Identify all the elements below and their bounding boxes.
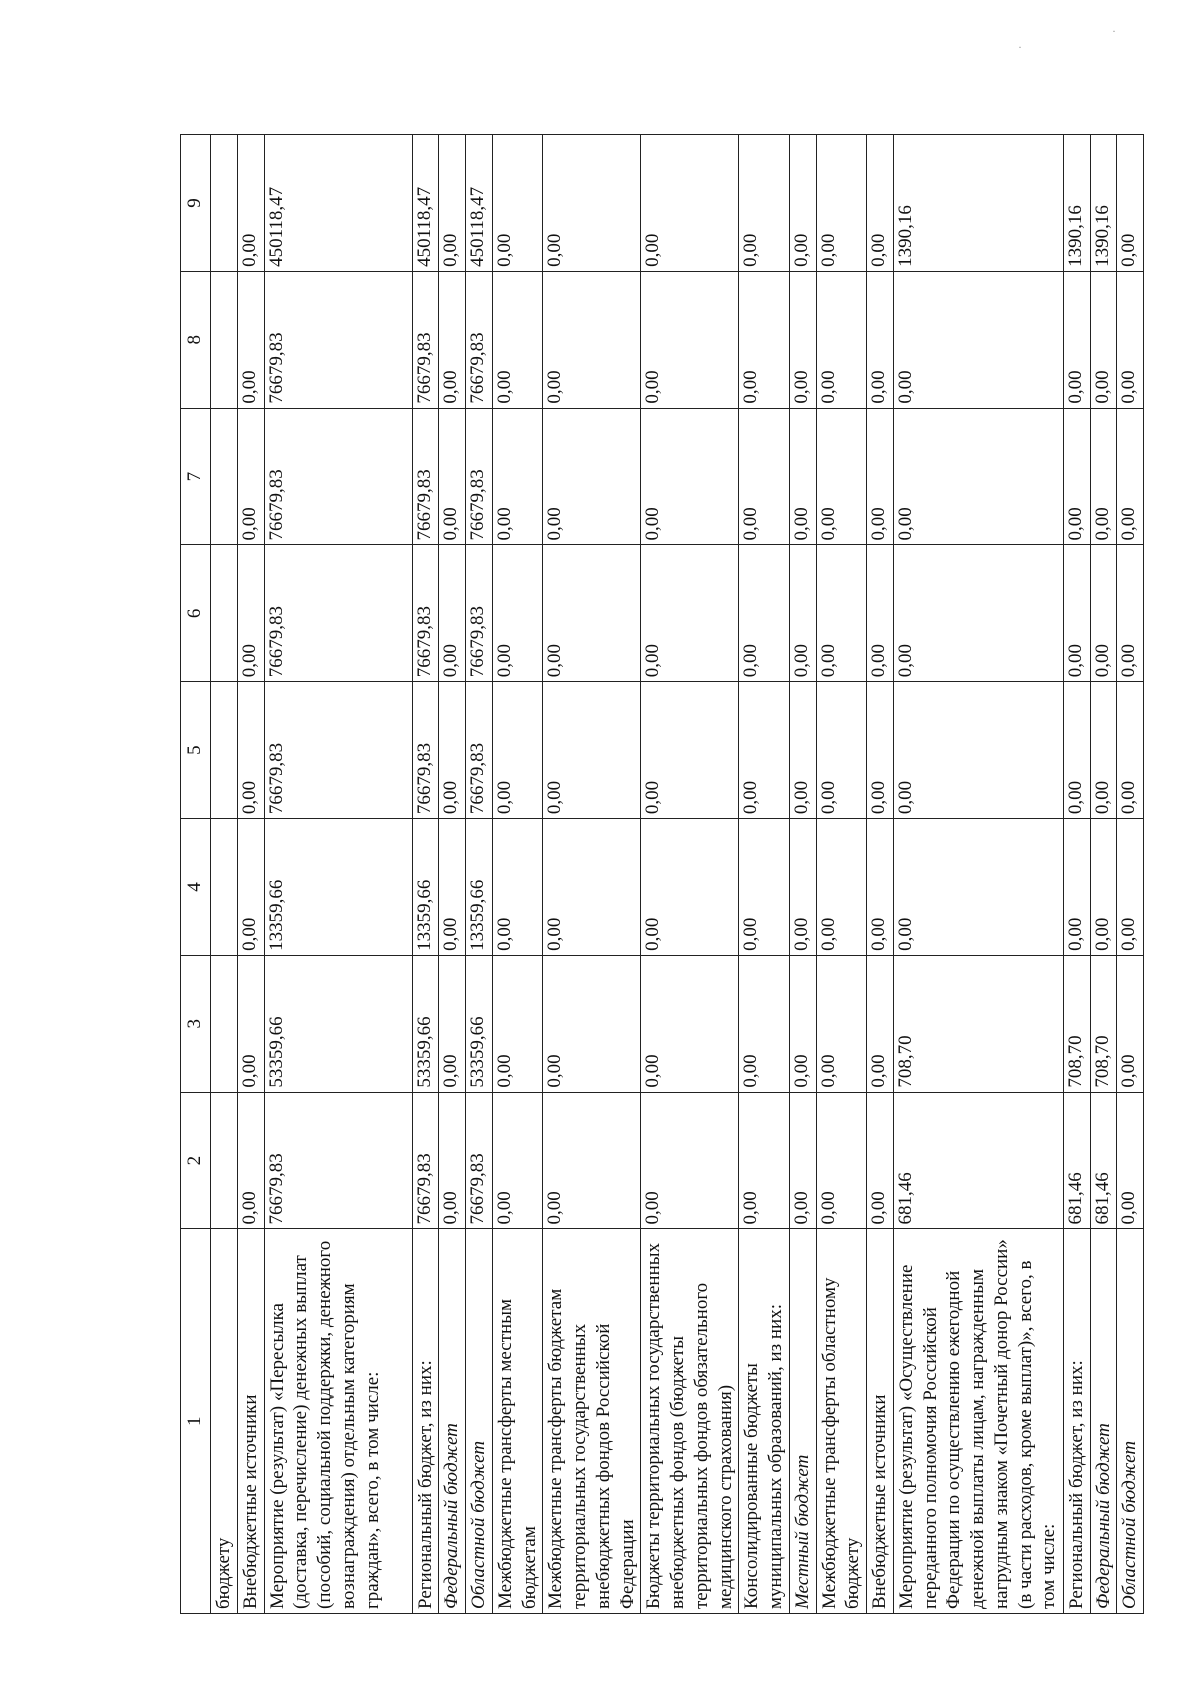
table-cell: 681,46	[893, 1092, 1063, 1229]
table-cell: 0,00	[789, 955, 816, 1092]
table-cell: 0,00	[893, 819, 1063, 956]
table-cell: 0,00	[641, 545, 739, 682]
table-row	[543, 135, 641, 1614]
table-cell: 0,00	[1063, 819, 1090, 956]
table-cell: 1390,16	[893, 135, 1063, 272]
table-cell: 1390,16	[1090, 135, 1117, 272]
table-row	[893, 135, 1063, 1614]
row-label: Межбюджетные трансферты местным бюджетам	[492, 1229, 543, 1614]
table-cell: 0,00	[439, 1092, 466, 1229]
table-cell: 0,00	[543, 271, 641, 408]
row-label: Федеральный бюджет	[1090, 1229, 1117, 1614]
table-cell: 0,00	[439, 545, 466, 682]
table-cell: 76679,83	[264, 271, 412, 408]
column-header: 1	[181, 1229, 211, 1614]
table-cell: 0,00	[492, 545, 543, 682]
table-cell: 450118,47	[412, 135, 439, 272]
table-cell	[211, 682, 238, 819]
column-header: 7	[181, 408, 211, 545]
table-row	[264, 135, 412, 1614]
table-cell: 0,00	[439, 408, 466, 545]
table-cell: 0,00	[1117, 271, 1144, 408]
table-cell	[211, 271, 238, 408]
table-cell: 0,00	[816, 1092, 867, 1229]
table-cell: 0,00	[439, 135, 466, 272]
table-row	[867, 135, 894, 1614]
table-cell: 0,00	[439, 819, 466, 956]
table-cell: 76679,83	[264, 1092, 412, 1229]
table-cell: 0,00	[1090, 271, 1117, 408]
table-cell	[211, 545, 238, 682]
table-cell: 0,00	[1063, 271, 1090, 408]
table-cell: 0,00	[439, 955, 466, 1092]
table-cell: 13359,66	[412, 819, 439, 956]
table-cell: 0,00	[492, 135, 543, 272]
table-cell: 0,00	[816, 408, 867, 545]
table-cell: 76679,83	[412, 408, 439, 545]
row-label: бюджету	[211, 1229, 238, 1614]
table-body	[211, 135, 1144, 1614]
table-row	[237, 135, 264, 1614]
table-cell: 0,00	[641, 135, 739, 272]
table-cell: 0,00	[1117, 408, 1144, 545]
table-cell: 0,00	[1063, 408, 1090, 545]
table-cell: 0,00	[543, 682, 641, 819]
column-header: 9	[181, 135, 211, 272]
table-cell: 450118,47	[466, 135, 493, 272]
table-cell: 0,00	[543, 408, 641, 545]
table-cell: 0,00	[867, 1092, 894, 1229]
table-cell: 0,00	[739, 1092, 790, 1229]
table-cell	[211, 408, 238, 545]
row-label: Консолидированные бюджеты муниципальных образований, из них:	[739, 1229, 790, 1614]
table-cell: 0,00	[641, 819, 739, 956]
table-cell: 53359,66	[264, 955, 412, 1092]
table-cell: 0,00	[739, 682, 790, 819]
table-cell: 0,00	[1117, 682, 1144, 819]
table-cell: 0,00	[789, 682, 816, 819]
table-cell: 76679,83	[466, 408, 493, 545]
table-cell: 0,00	[1117, 955, 1144, 1092]
column-header: 4	[181, 819, 211, 956]
row-label: Мероприятие (результат) «Пересылка (доставка, перечисление) денежных выплат (пособий, социальной поддержки, денежного вознаграждения) отдельным категориям граждан», всего, в том числе:	[264, 1229, 412, 1614]
table-row	[1090, 135, 1117, 1614]
budget-table	[180, 134, 1144, 1614]
table-cell: 0,00	[789, 545, 816, 682]
table-cell: 0,00	[1090, 819, 1117, 956]
table-cell: 0,00	[867, 682, 894, 819]
table-cell: 0,00	[893, 408, 1063, 545]
table-cell: 0,00	[492, 819, 543, 956]
table-cell: 0,00	[237, 135, 264, 272]
row-label: Местный бюджет	[789, 1229, 816, 1614]
table-cell: 0,00	[237, 682, 264, 819]
table-cell: 0,00	[1063, 682, 1090, 819]
table-cell: 76679,83	[412, 545, 439, 682]
row-label: Межбюджетные трансферты бюджетам территориальных государственных внебюджетных фондов Российской Федерации	[543, 1229, 641, 1614]
table-cell: 708,70	[1090, 955, 1117, 1092]
table-cell: 0,00	[739, 545, 790, 682]
table-cell: 76679,83	[466, 545, 493, 682]
table-cell: 0,00	[492, 955, 543, 1092]
table-cell: 0,00	[1063, 545, 1090, 682]
row-label: Внебюджетные источники	[867, 1229, 894, 1614]
table-cell: 0,00	[237, 408, 264, 545]
table-cell: 0,00	[1117, 135, 1144, 272]
table-cell: 0,00	[543, 955, 641, 1092]
table-cell: 0,00	[789, 271, 816, 408]
table-cell: 0,00	[1117, 819, 1144, 956]
table-cell: 0,00	[867, 271, 894, 408]
table-cell: 76679,83	[264, 682, 412, 819]
scan-speck: ·	[1018, 40, 1022, 54]
table-cell: 0,00	[237, 1092, 264, 1229]
table-cell: 0,00	[867, 408, 894, 545]
table-cell: 0,00	[492, 408, 543, 545]
table-cell: 0,00	[893, 682, 1063, 819]
table-cell: 53359,66	[466, 955, 493, 1092]
table-cell: 0,00	[739, 271, 790, 408]
table-cell: 0,00	[816, 271, 867, 408]
table-cell	[211, 135, 238, 272]
table-cell: 76679,83	[412, 682, 439, 819]
table-cell: 0,00	[893, 545, 1063, 682]
table-cell: 0,00	[543, 545, 641, 682]
table-cell: 53359,66	[412, 955, 439, 1092]
table-cell: 0,00	[816, 545, 867, 682]
row-label: Федеральный бюджет	[439, 1229, 466, 1614]
column-header: 6	[181, 545, 211, 682]
table-cell	[211, 1092, 238, 1229]
table-cell	[211, 955, 238, 1092]
table-cell: 0,00	[641, 682, 739, 819]
table-cell: 0,00	[789, 408, 816, 545]
table-cell: 681,46	[1090, 1092, 1117, 1229]
table-cell: 708,70	[1063, 955, 1090, 1092]
table-cell: 0,00	[492, 682, 543, 819]
table-cell: 13359,66	[466, 819, 493, 956]
table-cell: 0,00	[1117, 1092, 1144, 1229]
table-cell: 0,00	[439, 271, 466, 408]
table-cell: 76679,83	[466, 1092, 493, 1229]
table-cell: 1390,16	[1063, 135, 1090, 272]
table-cell: 0,00	[816, 955, 867, 1092]
table-row	[412, 135, 439, 1614]
table-row	[466, 135, 493, 1614]
table-cell: 0,00	[867, 819, 894, 956]
table-cell: 0,00	[492, 271, 543, 408]
table-cell: 0,00	[1090, 682, 1117, 819]
table-cell: 0,00	[1090, 408, 1117, 545]
table-cell: 76679,83	[466, 682, 493, 819]
table-cell: 0,00	[237, 545, 264, 682]
table-cell: 0,00	[543, 135, 641, 272]
table-cell: 708,70	[893, 955, 1063, 1092]
table-row	[439, 135, 466, 1614]
row-label: Региональный бюджет, из них:	[1063, 1229, 1090, 1614]
table-cell: 13359,66	[264, 819, 412, 956]
table-cell: 0,00	[543, 819, 641, 956]
table-row	[492, 135, 543, 1614]
column-header: 3	[181, 955, 211, 1092]
table-row	[211, 135, 238, 1614]
table-cell: 0,00	[543, 1092, 641, 1229]
table-cell: 0,00	[739, 408, 790, 545]
table-cell: 0,00	[739, 819, 790, 956]
table-cell: 0,00	[816, 135, 867, 272]
row-label: Внебюджетные источники	[237, 1229, 264, 1614]
table-cell: 0,00	[789, 819, 816, 956]
table-cell: 0,00	[237, 955, 264, 1092]
table-cell: 0,00	[641, 271, 739, 408]
table-cell: 76679,83	[264, 545, 412, 682]
table-cell: 0,00	[439, 682, 466, 819]
row-label: Мероприятие (результат) «Осуществление переданного полномочия Российской Федерации по осуществлению ежегодной денежной выплаты лицам, награжденным нагрудным знаком «Почетный донор России» (в части расходов, кроме выплат)», всего, в том числе:	[893, 1229, 1063, 1614]
table-cell: 76679,83	[466, 271, 493, 408]
column-header: 5	[181, 682, 211, 819]
table-header-row	[181, 135, 211, 1614]
table-cell: 450118,47	[264, 135, 412, 272]
table-cell: 0,00	[1117, 545, 1144, 682]
column-header: 2	[181, 1092, 211, 1229]
table-cell: 0,00	[739, 135, 790, 272]
row-label: Региональный бюджет, из них:	[412, 1229, 439, 1614]
table-cell: 681,46	[1063, 1092, 1090, 1229]
table-row	[739, 135, 790, 1614]
row-label: Областной бюджет	[1117, 1229, 1144, 1614]
table-cell: 0,00	[867, 545, 894, 682]
table-cell: 0,00	[641, 955, 739, 1092]
table-cell: 0,00	[816, 682, 867, 819]
row-label: Областной бюджет	[466, 1229, 493, 1614]
table-cell: 0,00	[237, 819, 264, 956]
table-cell: 0,00	[867, 955, 894, 1092]
table-cell: 0,00	[237, 271, 264, 408]
table-cell: 0,00	[1090, 545, 1117, 682]
table-cell: 0,00	[789, 1092, 816, 1229]
table-cell: 0,00	[739, 955, 790, 1092]
table-row	[816, 135, 867, 1614]
scan-speck: ·	[1112, 24, 1116, 38]
table-row	[1063, 135, 1090, 1614]
table-cell: 0,00	[641, 408, 739, 545]
row-label: Межбюджетные трансферты областному бюджету	[816, 1229, 867, 1614]
table-cell: 76679,83	[412, 271, 439, 408]
table-cell: 0,00	[492, 1092, 543, 1229]
table-row	[641, 135, 739, 1614]
budget-table-container	[180, 134, 1141, 1614]
column-header: 8	[181, 271, 211, 408]
row-label: Бюджеты территориальных государственных внебюджетных фондов (бюджеты территориальных фондов обязательного медицинского страхования)	[641, 1229, 739, 1614]
table-row	[1117, 135, 1144, 1614]
table-cell: 0,00	[641, 1092, 739, 1229]
table-cell: 0,00	[789, 135, 816, 272]
table-cell: 0,00	[816, 819, 867, 956]
table-cell: 0,00	[867, 135, 894, 272]
table-row	[789, 135, 816, 1614]
table-cell: 76679,83	[412, 1092, 439, 1229]
table-cell: 0,00	[893, 271, 1063, 408]
table-cell: 76679,83	[264, 408, 412, 545]
table-cell	[211, 819, 238, 956]
